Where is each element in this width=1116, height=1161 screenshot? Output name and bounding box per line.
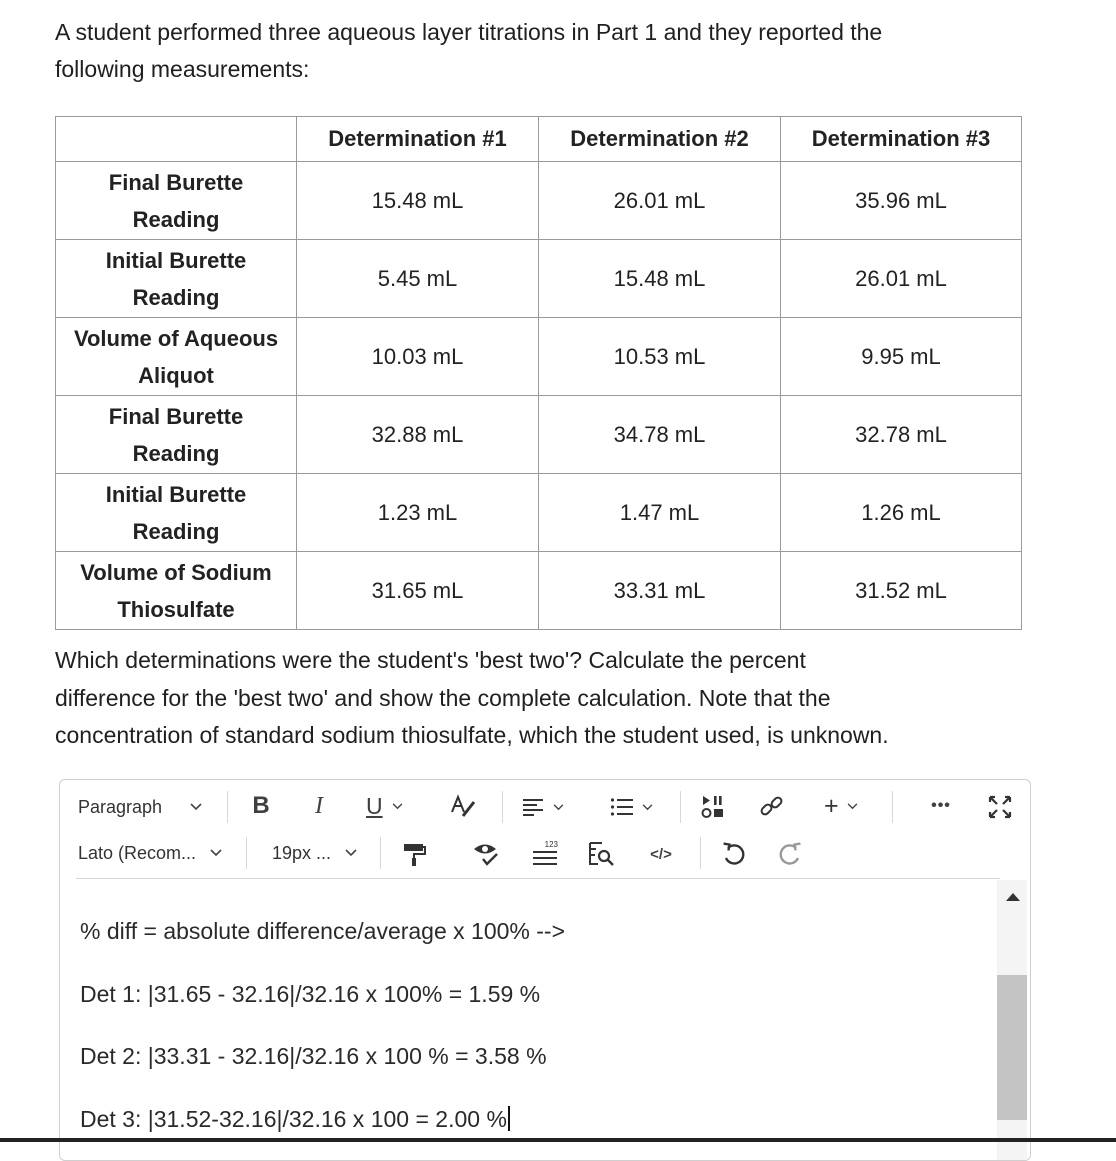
- table-header-empty: [56, 117, 297, 162]
- toolbar-separator: [700, 837, 701, 869]
- row-label: Volume of Sodium Thiosulfate: [56, 552, 297, 630]
- table-cell: 32.88 mL: [297, 396, 539, 474]
- bullet-list-icon: [610, 797, 634, 817]
- more-actions-button[interactable]: •••: [931, 797, 951, 814]
- table-cell: 26.01 mL: [539, 162, 781, 240]
- undo-button[interactable]: [720, 840, 748, 868]
- word-count-button[interactable]: [530, 840, 560, 868]
- format-painter-button[interactable]: [400, 840, 428, 868]
- redo-icon: [777, 841, 803, 867]
- chevron-down-icon: [190, 803, 202, 811]
- chevron-down-icon: [847, 803, 858, 810]
- table-header-det1: Determination #1: [297, 117, 539, 162]
- content-line-4: [80, 1106, 510, 1133]
- row-label: Initial Burette Reading: [56, 240, 297, 318]
- measurements-table: [55, 116, 1022, 630]
- table-cell: 15.48 mL: [297, 162, 539, 240]
- word-count-label: 123: [544, 840, 558, 849]
- toolbar-separator: [227, 791, 228, 823]
- intro-text: [55, 14, 1055, 88]
- font-size-dropdown[interactable]: [272, 840, 357, 866]
- table-header-row: [56, 117, 1022, 162]
- table-cell: 10.03 mL: [297, 318, 539, 396]
- table-cell: 32.78 mL: [781, 396, 1022, 474]
- text-color-button[interactable]: [448, 794, 478, 820]
- toolbar-separator: [502, 791, 503, 823]
- align-dropdown[interactable]: [522, 794, 564, 820]
- underline-button[interactable]: [366, 790, 403, 822]
- insert-label: +: [824, 791, 839, 820]
- table-cell: 10.53 mL: [539, 318, 781, 396]
- link-icon: [759, 794, 785, 820]
- table-cell: 31.52 mL: [781, 552, 1022, 630]
- row-label: Final Burette Reading: [56, 396, 297, 474]
- table-row: [56, 162, 1022, 240]
- preview-button[interactable]: [472, 840, 500, 868]
- toolbar-divider: [76, 878, 1000, 879]
- chevron-down-icon: [345, 849, 357, 857]
- fullscreen-icon: [988, 795, 1012, 819]
- font-family-dropdown[interactable]: [78, 840, 222, 866]
- scroll-up-arrow-icon[interactable]: [1005, 892, 1021, 902]
- intro-line-1: A student performed three aqueous layer titrations in Part 1 and they reported the: [55, 19, 883, 45]
- editor-scrollbar[interactable]: [997, 880, 1027, 1160]
- paragraph-format-label: Paragraph: [78, 796, 163, 817]
- table-row: [56, 474, 1022, 552]
- insert-media-button[interactable]: [700, 793, 728, 821]
- font-size-label: 19px ...: [272, 842, 332, 863]
- underline-label: U: [366, 792, 383, 819]
- toolbar-separator: [892, 791, 893, 823]
- row-label: Volume of Aqueous Aliquot: [56, 318, 297, 396]
- chevron-down-icon: [210, 849, 222, 857]
- text-color-icon: [449, 794, 477, 820]
- table-cell: 1.47 mL: [539, 474, 781, 552]
- table-cell: 9.95 mL: [781, 318, 1022, 396]
- find-replace-icon: [588, 841, 616, 867]
- insert-link-button[interactable]: [758, 793, 786, 821]
- chevron-down-icon: [642, 804, 653, 811]
- scrollbar-thumb[interactable]: [997, 975, 1027, 1120]
- align-left-icon: [522, 797, 544, 817]
- row-label: Final Burette Reading: [56, 162, 297, 240]
- table-row: [56, 318, 1022, 396]
- insert-dropdown[interactable]: [824, 792, 858, 820]
- table-cell: 35.96 mL: [781, 162, 1022, 240]
- toolbar-separator: [246, 837, 247, 869]
- table-cell: 31.65 mL: [297, 552, 539, 630]
- chevron-down-icon: [553, 804, 564, 811]
- content-line-3: Det 2: |33.31 - 32.16|/32.16 x 100 % = 3.58 %: [80, 1043, 547, 1069]
- table-row: [56, 240, 1022, 318]
- word-count-icon: [532, 841, 558, 867]
- paint-roller-icon: [401, 841, 427, 867]
- table-cell: 33.31 mL: [539, 552, 781, 630]
- find-replace-button[interactable]: [588, 840, 616, 868]
- lines-icon: [532, 849, 558, 867]
- toolbar-separator: [680, 791, 681, 823]
- content-line-4-text: Det 3: |31.52-32.16|/32.16 x 100 = 2.00 %: [80, 1106, 507, 1132]
- table-cell: 26.01 mL: [781, 240, 1022, 318]
- text-cursor: [508, 1106, 510, 1131]
- media-icon: [701, 794, 727, 820]
- redo-button[interactable]: [776, 840, 804, 868]
- row-label: Initial Burette Reading: [56, 474, 297, 552]
- undo-icon: [721, 841, 747, 867]
- table-header-det3: Determination #3: [781, 117, 1022, 162]
- question-line-1: Which determinations were the student's 'best two'? Calculate the percent: [55, 647, 806, 673]
- table-cell: 1.23 mL: [297, 474, 539, 552]
- question-line-2: difference for the 'best two' and show the complete calculation. Note that the: [55, 684, 831, 711]
- table-row: [56, 552, 1022, 630]
- question-text: [55, 642, 1015, 755]
- paragraph-format-dropdown[interactable]: [78, 794, 202, 820]
- fullscreen-button[interactable]: [986, 793, 1014, 821]
- bottom-border: [0, 1138, 1116, 1142]
- table-cell: 1.26 mL: [781, 474, 1022, 552]
- eye-check-icon: [472, 841, 500, 867]
- content-line-1: % diff = absolute difference/average x 100% -->: [80, 918, 566, 944]
- source-code-button[interactable]: </>: [650, 845, 672, 863]
- table-cell: 5.45 mL: [297, 240, 539, 318]
- list-dropdown[interactable]: [610, 794, 653, 820]
- table-row: [56, 396, 1022, 474]
- table-cell: 34.78 mL: [539, 396, 781, 474]
- rich-text-editor[interactable]: [59, 779, 1031, 1161]
- intro-line-2: following measurements:: [55, 56, 310, 82]
- question-line-3: concentration of standard sodium thiosulfate, which the student used, is unknown.: [55, 722, 889, 748]
- bold-button[interactable]: B: [252, 792, 270, 819]
- content-line-2: Det 1: |31.65 - 32.16|/32.16 x 100% = 1.59 %: [80, 981, 541, 1007]
- font-family-label: Lato (Recom...: [78, 842, 197, 863]
- table-header-det2: Determination #2: [539, 117, 781, 162]
- toolbar-separator: [380, 837, 381, 869]
- table-cell: 15.48 mL: [539, 240, 781, 318]
- chevron-down-icon: [392, 803, 403, 810]
- italic-button[interactable]: I: [315, 792, 323, 819]
